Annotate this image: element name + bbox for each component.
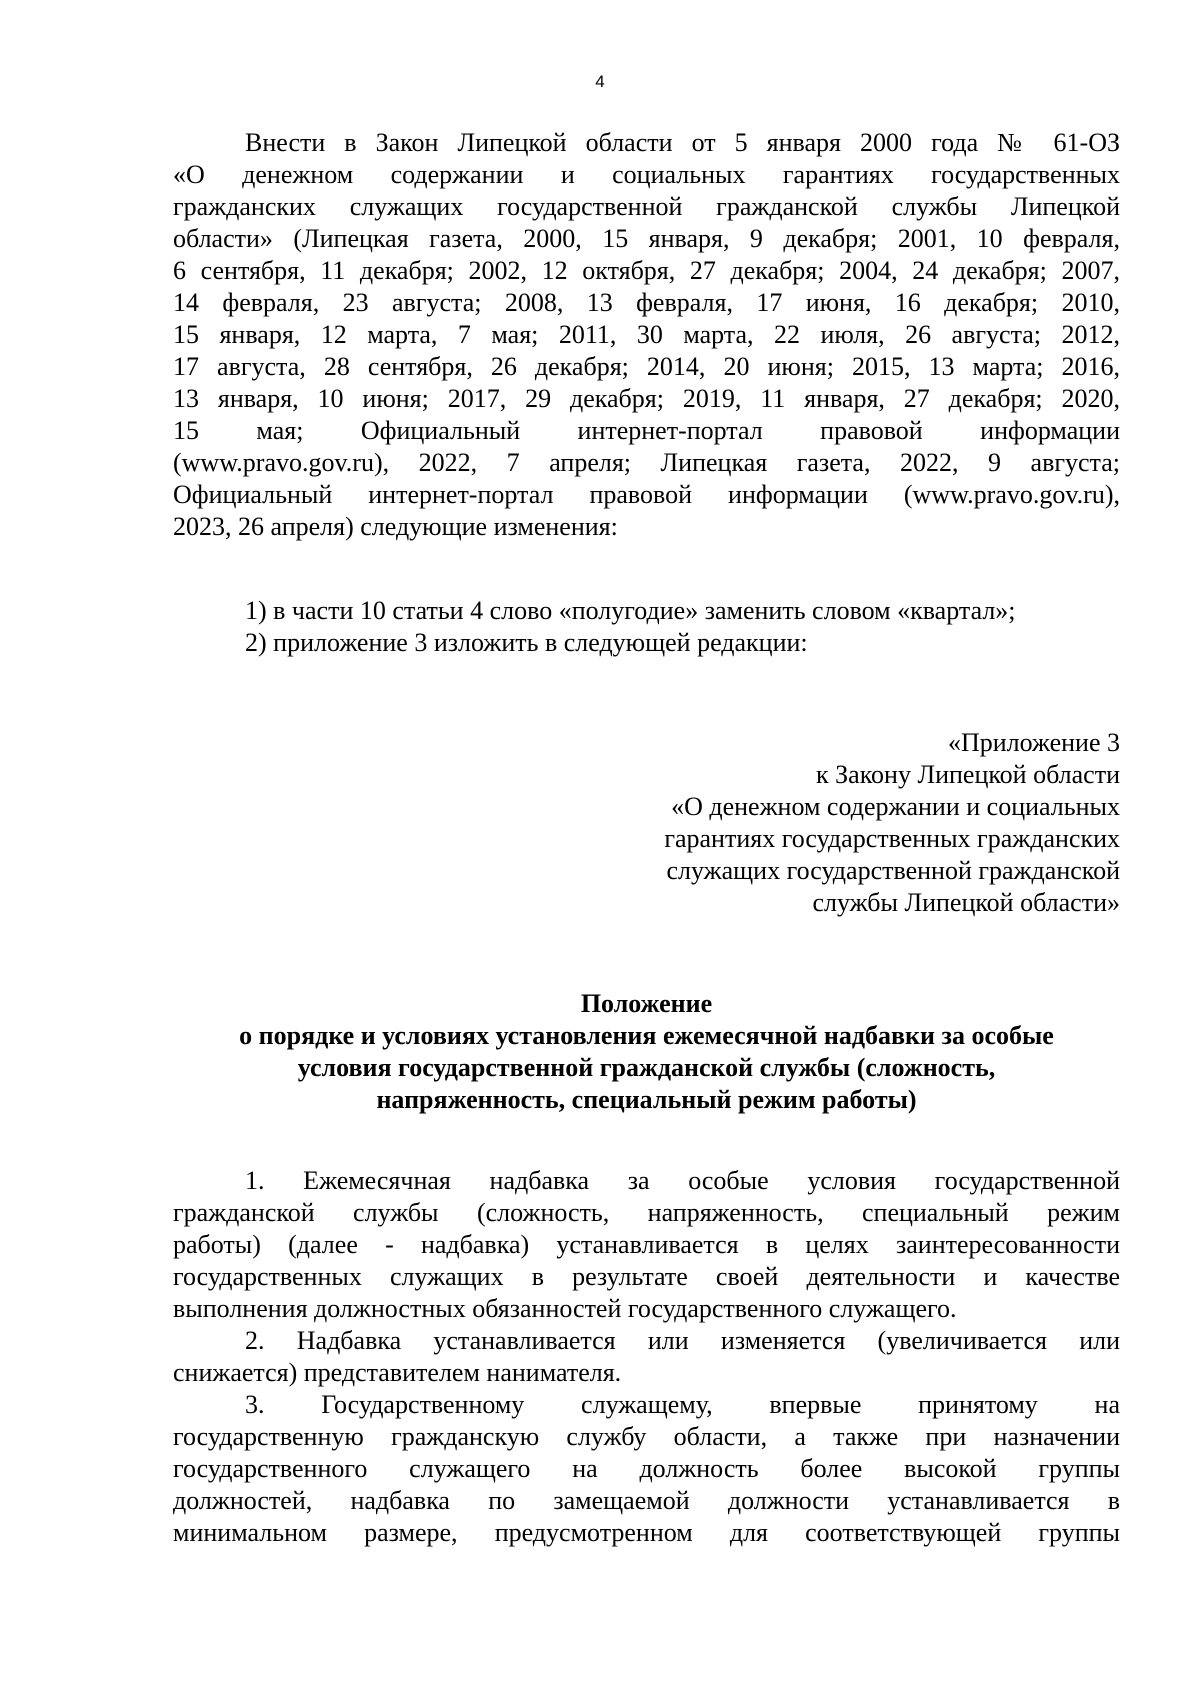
intro-line: Официальный интернет-портал правовой информации (www.pravo.gov.ru),: [173, 480, 1120, 509]
appendix-line: служащих государственной гражданской: [666, 856, 1120, 885]
change-item: 2) приложение 3 изложить в следующей редакции:: [245, 628, 808, 657]
body-line: выполнения должностных обязанностей государственного служащего.: [173, 1294, 957, 1323]
body-line: должностей, надбавка по замещаемой должности устанавливается в: [173, 1486, 1120, 1515]
intro-line: гражданских служащих государственной гражданской службы Липецкой: [173, 192, 1120, 221]
appendix-line: к Закону Липецкой области: [816, 760, 1120, 789]
appendix-line: гарантиях государственных гражданских: [664, 824, 1120, 853]
title-line: Положение: [580, 989, 713, 1018]
intro-line: 15 января, 12 марта, 7 мая; 2011, 30 марта, 22 июля, 26 августа; 2012,: [173, 320, 1120, 349]
appendix-line: «Приложение 3: [947, 728, 1120, 757]
appendix-line: «О денежном содержании и социальных: [671, 792, 1120, 821]
intro-line: 6 сентября, 11 декабря; 2002, 12 октября, 27 декабря; 2004, 24 декабря; 2007,: [173, 256, 1120, 285]
intro-line: Внести в Закон Липецкой области от 5 января 2000 года № 61-ОЗ: [245, 128, 1120, 157]
appendix-line: службы Липецкой области»: [812, 888, 1120, 917]
regulation-title: [173, 988, 1120, 1116]
intro-line: 2023, 26 апреля) следующие изменения:: [173, 512, 618, 541]
body-line: снижается) представителем нанимателя.: [173, 1358, 622, 1387]
regulation-body: [173, 1165, 1120, 1549]
change-item: 1) в части 10 статьи 4 слово «полугодие» заменить словом «квартал»;: [245, 596, 1016, 625]
body-line: 1. Ежемесячная надбавка за особые условия государственной: [245, 1166, 1120, 1195]
body-line: работы) (далее - надбавка) устанавливается в целях заинтересованности: [173, 1230, 1120, 1259]
intro-line: 14 февраля, 23 августа; 2008, 13 февраля, 17 июня, 16 декабря; 2010,: [173, 288, 1120, 317]
title-line: напряженность, специальный режим работы): [376, 1085, 917, 1114]
intro-line: 13 января, 10 июня; 2017, 29 декабря; 2019, 11 января, 27 декабря; 2020,: [173, 384, 1120, 413]
title-line: о порядке и условиях установления ежемесячной надбавки за особые: [239, 1021, 1054, 1050]
intro-paragraph: [173, 127, 1120, 543]
body-line: государственного служащего на должность более высокой группы: [173, 1454, 1120, 1483]
body-line: государственных служащих в результате своей деятельности и качестве: [173, 1262, 1120, 1291]
intro-line: (www.pravo.gov.ru), 2022, 7 апреля; Липецкая газета, 2022, 9 августа;: [173, 448, 1120, 477]
page-number: 4: [595, 72, 605, 91]
changes-list: [173, 595, 1120, 659]
intro-line: «О денежном содержании и социальных гарантиях государственных: [173, 160, 1120, 189]
body-line: минимальном размере, предусмотренном для соответствующей группы: [173, 1518, 1120, 1547]
body-line: 2. Надбавка устанавливается или изменяется (увеличивается или: [245, 1326, 1120, 1355]
body-line: государственную гражданскую службу области, а также при назначении: [173, 1422, 1120, 1451]
body-line: 3. Государственному служащему, впервые принятому на: [245, 1390, 1120, 1419]
intro-line: 15 мая; Официальный интернет-портал правовой информации: [173, 416, 1120, 445]
intro-line: 17 августа, 28 сентября, 26 декабря; 2014, 20 июня; 2015, 13 марта; 2016,: [173, 352, 1120, 381]
body-line: гражданской службы (сложность, напряженность, специальный режим: [173, 1198, 1120, 1227]
intro-line: области» (Липецкая газета, 2000, 15 января, 9 декабря; 2001, 10 февраля,: [173, 224, 1120, 253]
title-line: условия государственной гражданской службы (сложность,: [297, 1053, 996, 1082]
appendix-reference: [580, 727, 1120, 919]
